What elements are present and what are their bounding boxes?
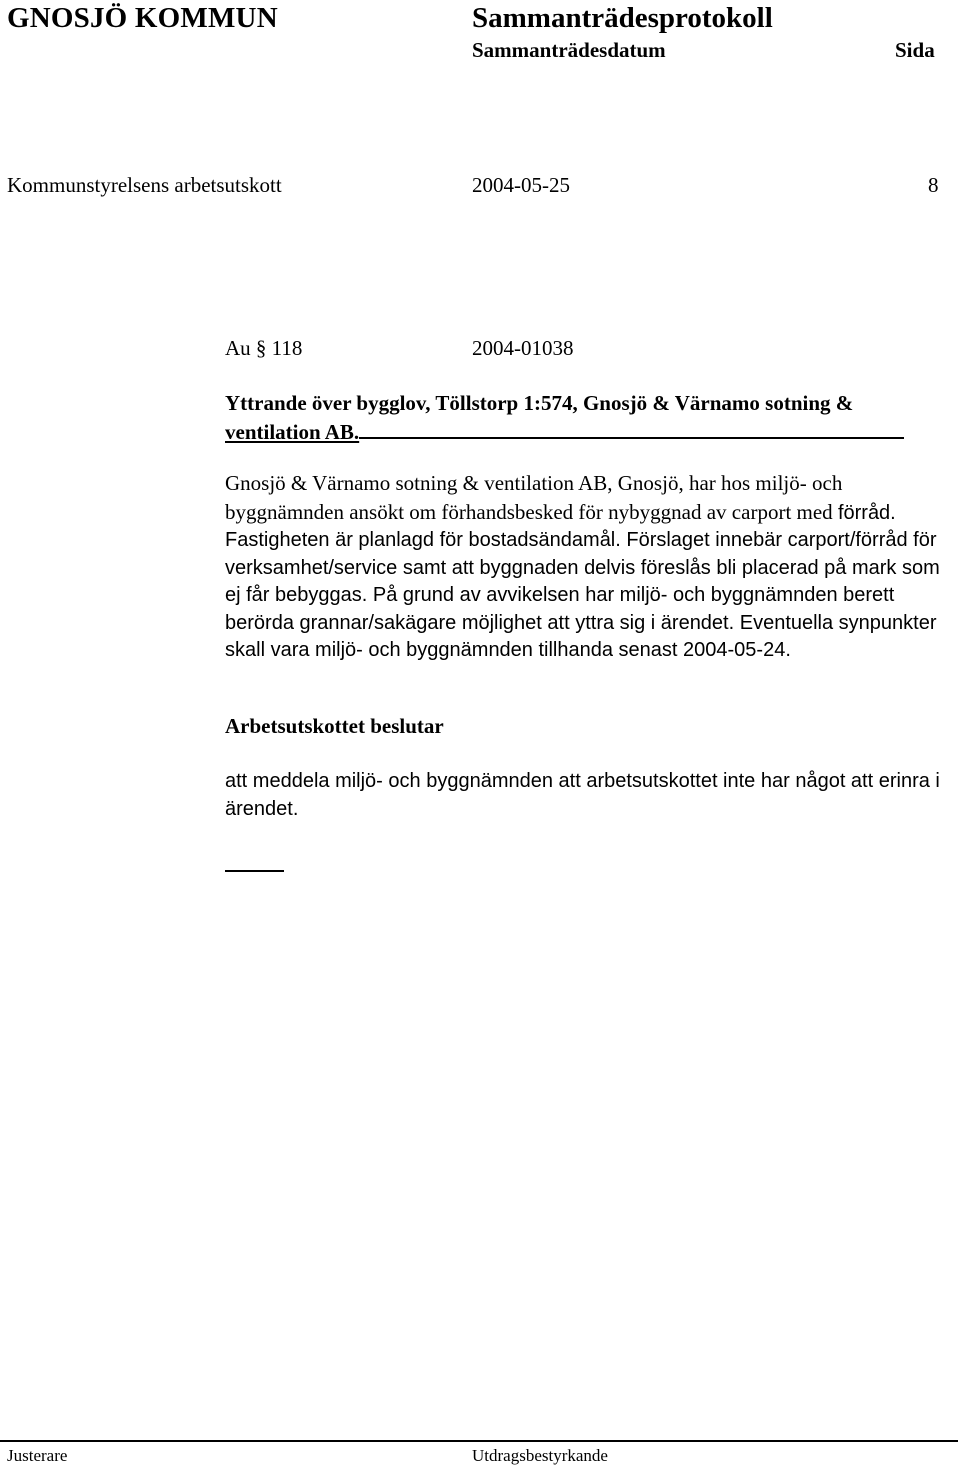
case-description-intro: Gnosjö & Värnamo sotning & ventilation AB, Gnosjö, har hos miljö- och byggnämnden ansökt om förhandsbesked för nybyggnad av carport med <box>225 471 843 524</box>
decision-heading: Arbetsutskottet beslutar <box>225 714 444 738</box>
case-title-line1: Yttrande över bygglov, Töllstorp 1:574, Gnosjö & Värnamo sotning & <box>225 391 854 415</box>
meeting-date-label: Sammanträdesdatum <box>472 38 666 62</box>
case-title <box>225 390 935 446</box>
case-number: 2004-01038 <box>472 336 574 360</box>
footer-justerare: Justerare <box>7 1446 68 1465</box>
case-title-line2: ventilation AB. <box>225 420 360 444</box>
section-number: Au § 118 <box>225 336 303 360</box>
case-description <box>225 470 950 665</box>
meeting-date: 2004-05-25 <box>472 173 570 197</box>
page-label: Sida <box>895 38 935 62</box>
footer-rule <box>0 1440 958 1442</box>
title-underline <box>359 417 904 439</box>
page-number: 8 <box>928 173 939 197</box>
organization-name: GNOSJÖ KOMMUN <box>7 2 278 34</box>
footer-utdragsbestyrkande: Utdragsbestyrkande <box>472 1446 608 1465</box>
committee-name: Kommunstyrelsens arbetsutskott <box>7 173 282 197</box>
end-of-section-rule <box>225 870 284 872</box>
case-description-details: förråd. Fastigheten är planlagd för bostadsändamål. Förslaget innebär carport/förråd för verksamhet/service samt att byggnaden delvis föreslås bli placerad på mark som ej får bebyggas. På grund av avvikelsen har miljö- och byggnämnden berett berörda grannar/sakägare möjlighet att yttra sig i ärendet. Eventuella synpunkter skall vara miljö- och byggnämnden tillhanda senast 2004-05-24. <box>225 501 940 661</box>
document-type: Sammanträdesprotokoll <box>472 2 773 34</box>
decision-text: att meddela miljö- och byggnämnden att arbetsutskottet inte har något att erinra i ärendet. <box>225 770 940 820</box>
